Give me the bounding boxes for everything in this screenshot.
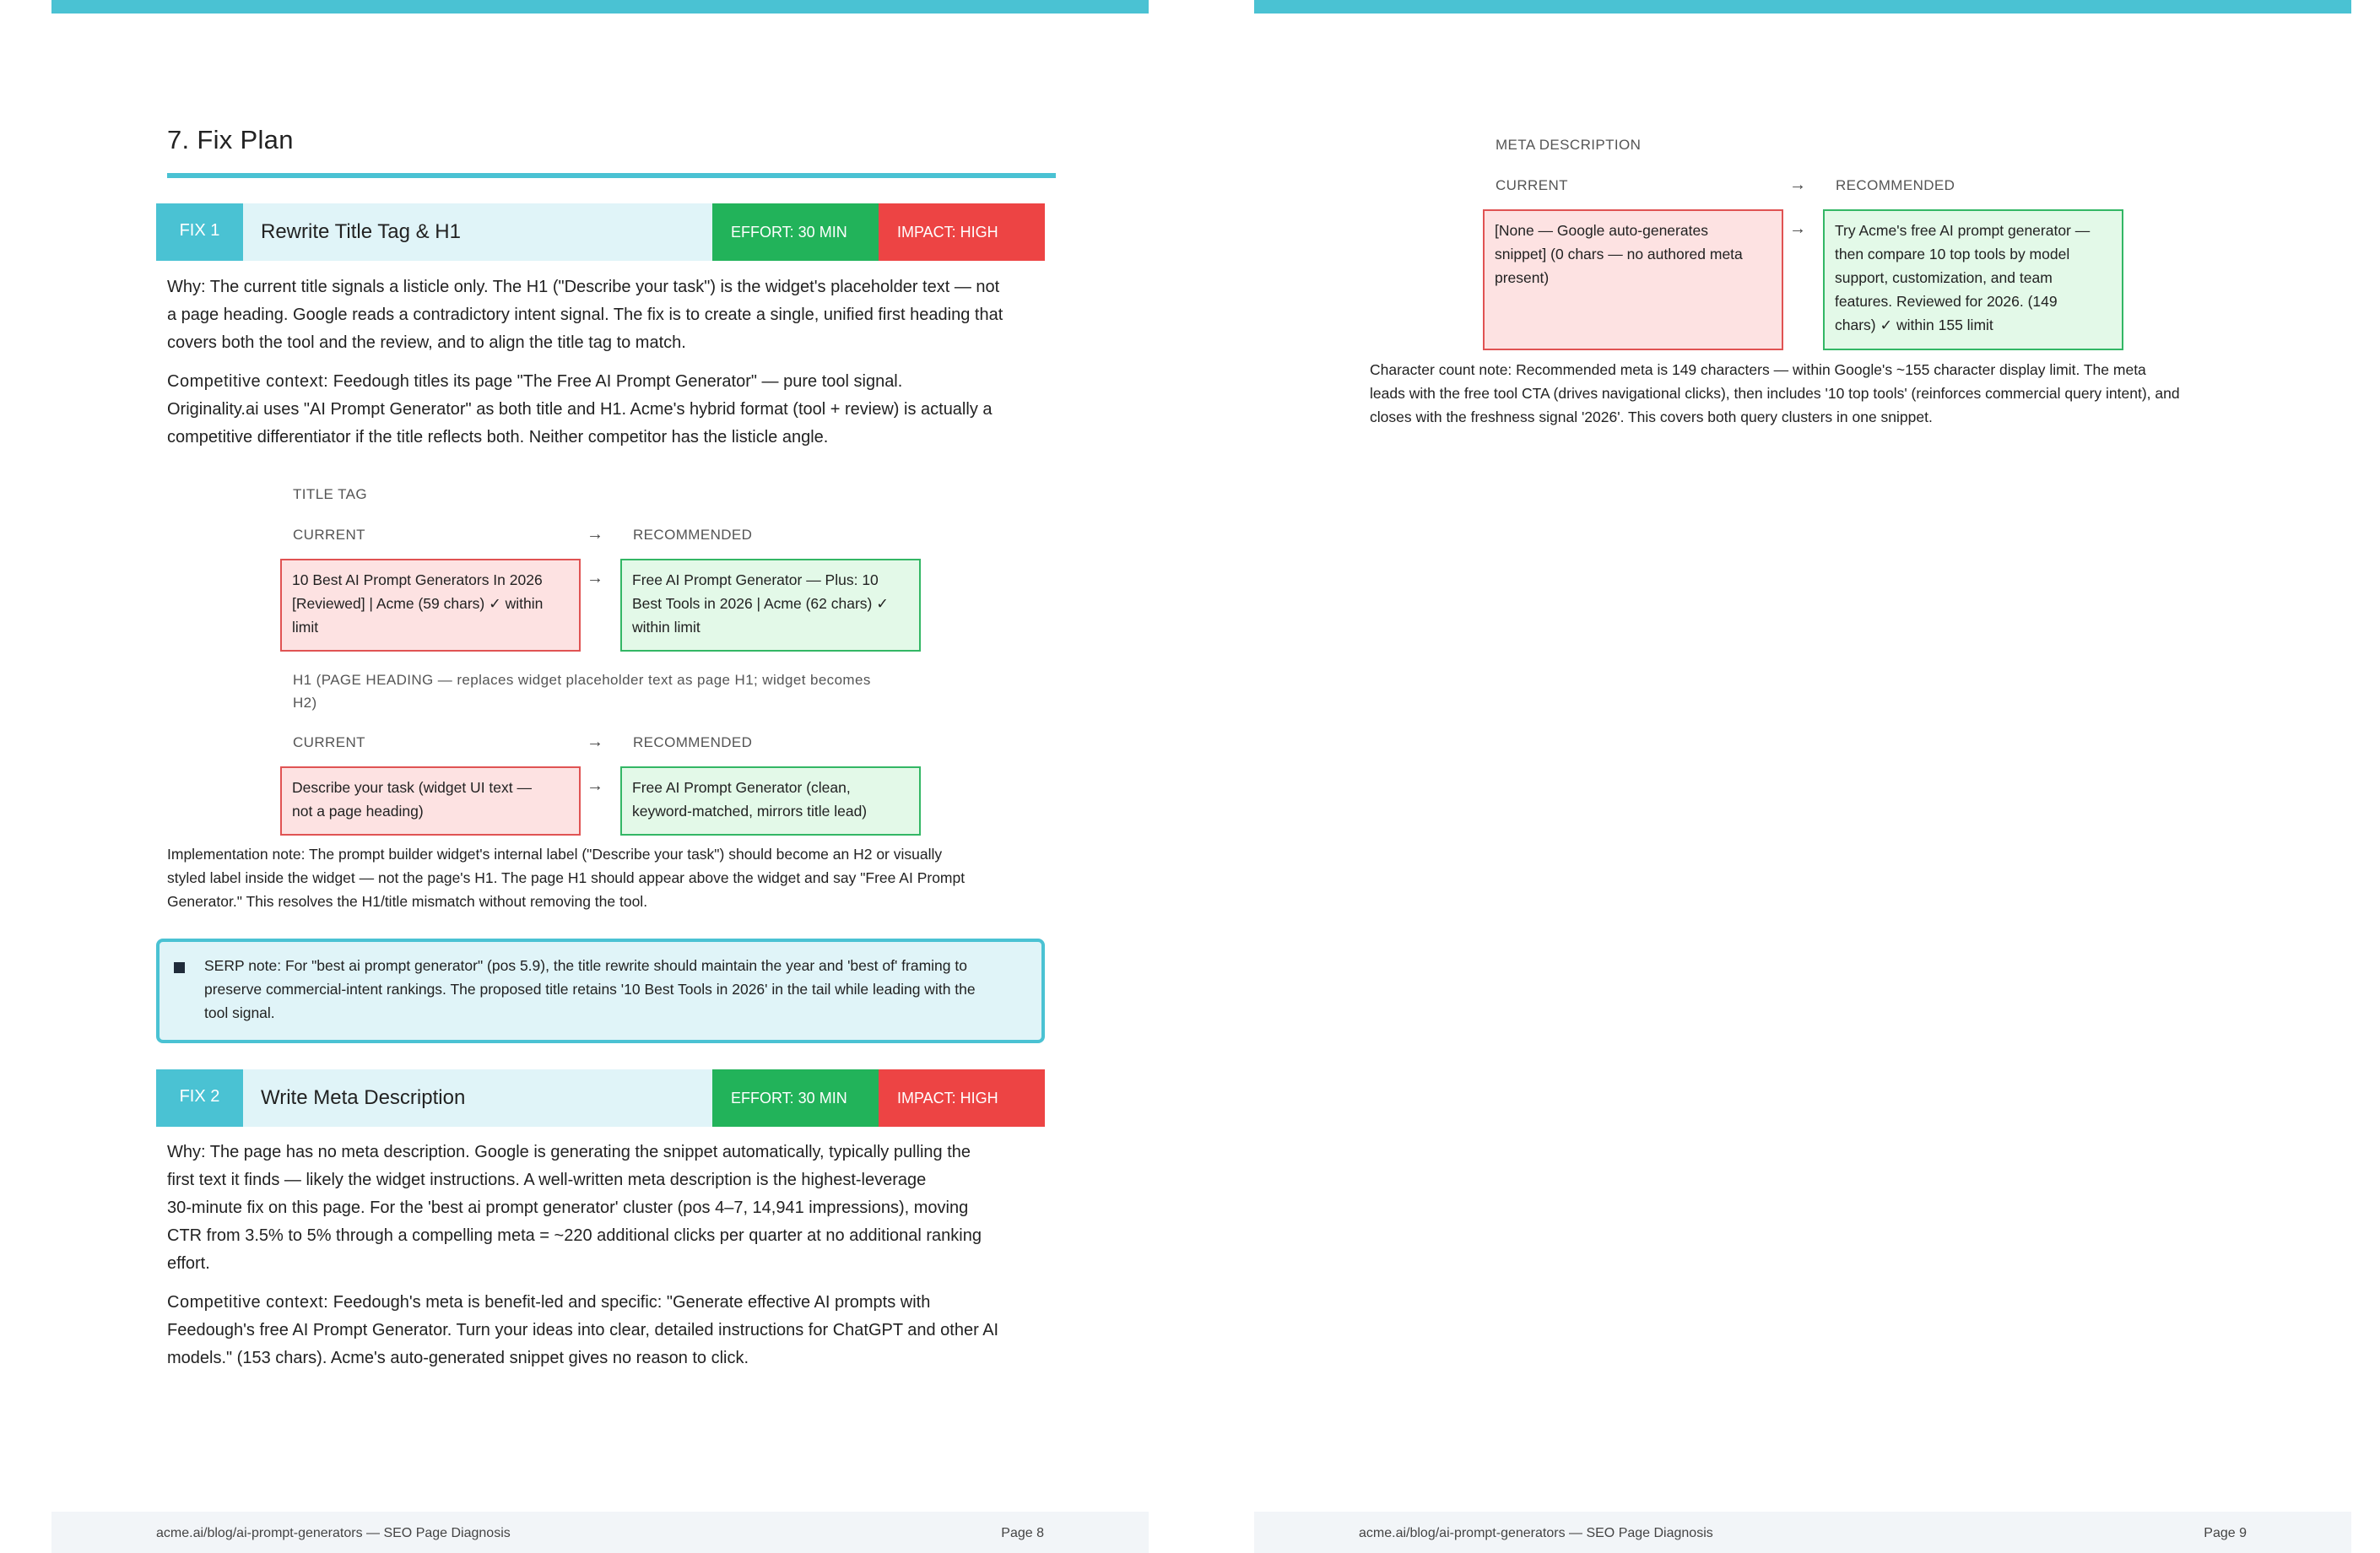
paragraph-line: Feedough's free AI Prompt Generator. Turn your ideas into clear, detailed instructions for ChatGPT and other AI <box>167 1321 999 1339</box>
competitive-context-label: Competitive context: <box>167 1293 329 1312</box>
fix-title: Rewrite Title Tag & H1 <box>243 203 712 261</box>
current-label: CURRENT <box>1496 177 1568 193</box>
section-title-rule <box>167 173 1056 178</box>
recommended-label: RECOMMENDED <box>633 734 753 750</box>
paragraph-line: models." (153 chars). Acme's auto-generated snippet gives no reason to click. <box>167 1349 749 1367</box>
arrow-icon: → <box>1789 176 1806 194</box>
fix-2-why-paragraph <box>167 1139 1041 1278</box>
fix-2-competitive-paragraph <box>167 1289 1041 1372</box>
paragraph-line: a page heading. Google reads a contradictory intent signal. The fix is to create a single, unified first heading that <box>167 306 1003 324</box>
fix-title: Write Meta Description <box>243 1069 712 1127</box>
footer-page-number: Page 8 <box>1001 1526 1044 1540</box>
paragraph-line: CTR from 3.5% to 5% through a compelling meta = ~220 additional clicks per quarter at no additional ranking <box>167 1226 982 1245</box>
paragraph-line: Originality.ai uses "AI Prompt Generator" as both title and H1. Acme's hybrid format (tool + review) is actually a <box>167 400 993 419</box>
footer-page-number: Page 9 <box>2204 1526 2247 1540</box>
impact-badge: IMPACT: HIGH <box>879 203 1045 261</box>
effort-badge: EFFORT: 30 MIN <box>712 1069 879 1127</box>
title-tag-label: TITLE TAG <box>293 486 367 502</box>
fix-number-badge: FIX 2 <box>156 1069 243 1127</box>
document-page-9 <box>1254 0 2351 1553</box>
arrow-icon: → <box>1789 219 1806 238</box>
page-top-accent-bar <box>1254 0 2351 14</box>
square-bullet-icon <box>174 962 185 973</box>
meta-current-box: [None — Google auto-generates snippet] (0 chars — no authored meta present) <box>1483 209 1783 350</box>
paragraph-line: Competitive context: Feedough's meta is benefit-led and specific: "Generate effective AI prompts with <box>167 1293 931 1312</box>
title-tag-current-box: 10 Best AI Prompt Generators In 2026 [Reviewed] | Acme (59 chars) ✓ within limit <box>280 559 581 652</box>
paragraph-line: covers both the tool and the review, and to align the title tag to match. <box>167 333 686 352</box>
current-label: CURRENT <box>293 527 365 543</box>
arrow-icon: → <box>587 525 603 544</box>
current-label: CURRENT <box>293 734 365 750</box>
recommended-label: RECOMMENDED <box>633 527 753 543</box>
section-title: 7. Fix Plan <box>167 125 294 154</box>
page-footer <box>51 1512 1149 1553</box>
paragraph-line: Competitive context: Feedough titles its page "The Free AI Prompt Generator" — pure tool signal. <box>167 372 903 391</box>
meta-description-label: META DESCRIPTION <box>1496 137 1642 153</box>
fix-1-why-paragraph <box>167 273 1041 357</box>
h1-recommended-box: Free AI Prompt Generator (clean, keyword-matched, mirrors title lead) <box>620 766 921 836</box>
impact-badge: IMPACT: HIGH <box>879 1069 1045 1127</box>
paragraph-line: Why: The current title signals a listicle only. The H1 ("Describe your task") is the widget's placeholder text — not <box>167 278 1000 296</box>
paragraph-line: effort. <box>167 1254 210 1273</box>
fix-number-badge: FIX 1 <box>156 203 243 261</box>
h1-current-box: Describe your task (widget UI text — not a page heading) <box>280 766 581 836</box>
fix-2-header <box>156 1069 1045 1127</box>
effort-badge: EFFORT: 30 MIN <box>712 203 879 261</box>
meta-recommended-box: Try Acme's free AI prompt generator — then compare 10 top tools by model support, customization, and team features. Reviewed for 2026. (149 chars) ✓ within 155 limit <box>1823 209 2123 350</box>
competitive-context-label: Competitive context: <box>167 372 329 391</box>
recommended-label: RECOMMENDED <box>1836 177 1955 193</box>
fix-1-header <box>156 203 1045 261</box>
arrow-icon: → <box>587 733 603 751</box>
footer-url: acme.ai/blog/ai-prompt-generators — SEO Page Diagnosis <box>1359 1526 1713 1540</box>
paragraph-line: first text it finds — likely the widget instructions. A well-written meta description is the highest-leverage <box>167 1171 927 1189</box>
arrow-icon: → <box>587 569 603 587</box>
h1-label: H1 (PAGE HEADING — replaces widget placeholder text as page H1; widget becomes H2) <box>293 672 871 711</box>
paragraph-line: Why: The page has no meta description. Google is generating the snippet automatically, typically pulling the <box>167 1143 971 1161</box>
character-count-note: Character count note: Recommended meta is 149 characters — within Google's ~155 character display limit. The meta leads with the free tool CTA (drives navigational clicks), then includes '10 top tools' (reinforces commercial query intent), and closes with the freshness signal '2026'. This covers both query clusters in one snippet. <box>1370 361 2180 425</box>
title-tag-recommended-box: Free AI Prompt Generator — Plus: 10 Best Tools in 2026 | Acme (62 chars) ✓ within limit <box>620 559 921 652</box>
arrow-icon: → <box>587 776 603 795</box>
paragraph-line: competitive differentiator if the title reflects both. Neither competitor has the listicle angle. <box>167 428 829 446</box>
document-page-8 <box>51 0 1149 1553</box>
paragraph-line: 30-minute fix on this page. For the 'best ai prompt generator' cluster (pos 4–7, 14,941 impressions), moving <box>167 1199 969 1217</box>
fix-1-competitive-paragraph <box>167 368 1041 452</box>
implementation-note: Implementation note: The prompt builder widget's internal label ("Describe your task") should become an H2 or visually styled label inside the widget — not the page's H1. The page H1 should appear above the widget and say "Free AI Prompt Generator." This resolves the H1/title mismatch without removing the tool. <box>167 846 966 910</box>
serp-note-text: SERP note: For "best ai prompt generator" (pos 5.9), the title rewrite should maintain the year and 'best of' framing to preserve commercial-intent rankings. The proposed title retains '10 Best Tools in 2026' in the tail while leading with the tool signal. <box>204 957 976 1021</box>
page-top-accent-bar <box>51 0 1149 14</box>
footer-url: acme.ai/blog/ai-prompt-generators — SEO Page Diagnosis <box>156 1526 511 1540</box>
page-footer <box>1254 1512 2351 1553</box>
serp-note-callout <box>156 939 1045 1043</box>
